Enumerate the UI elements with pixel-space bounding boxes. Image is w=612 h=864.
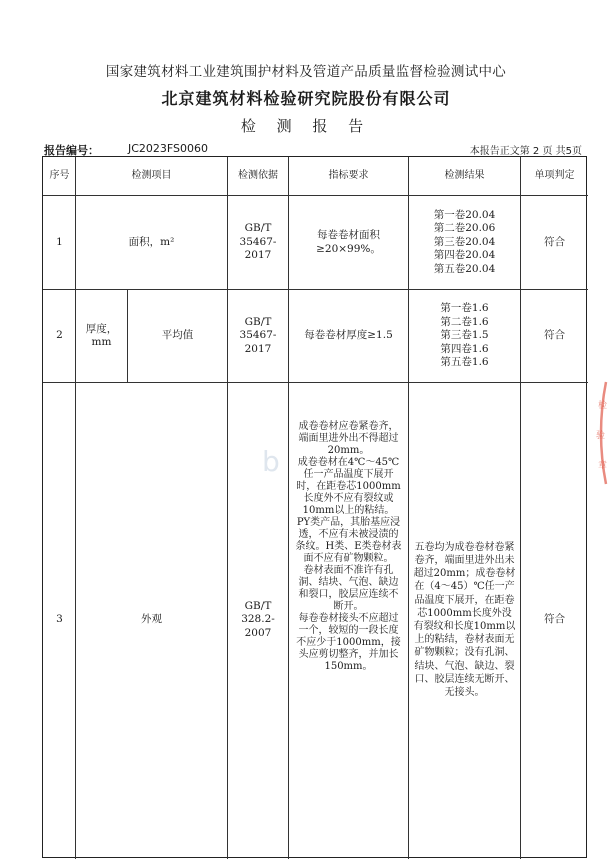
results-table	[42, 156, 587, 858]
svg-text:检: 检	[598, 401, 608, 411]
requirement-paragraph: 成卷卷材应卷紧卷齐，端面里进外出不得超过20mm。	[298, 421, 399, 456]
page-info: 本报告正文第 2 页 共5页	[469, 146, 582, 157]
company-name: 北京建筑材料检验研究院股份有限公司	[161, 89, 451, 108]
requirement-paragraph: 卷材表面不准许有孔洞、结块、气泡、缺边和裂口，胶层应连续不断开。	[298, 565, 399, 612]
row3-judgement: 符合	[544, 613, 565, 626]
row2-result-line: 第五卷1.6	[440, 356, 489, 369]
header-judgement: 单项判定	[534, 170, 575, 182]
requirement-paragraph: 成卷卷材在4℃～45℃任一产品温度下展开时，在距卷芯1000mm长度外不应有裂纹或10mm以上的粘结。	[296, 457, 401, 516]
row2-sub-item: 平均值	[161, 329, 194, 342]
row3-basis: GB/T 328.2-2007	[241, 599, 275, 639]
row1-result-line: 第二卷20.06	[433, 222, 496, 235]
row2-result-line: 第四卷1.6	[440, 342, 489, 355]
row3-no: 3	[56, 613, 63, 626]
row2-requirement: 每卷卷材厚度≥1.5	[304, 329, 393, 342]
row3-item: 外观	[141, 613, 162, 626]
row1-basis: GB/T 35467-2017	[239, 222, 277, 262]
report-number: JC2023FS0060	[128, 142, 209, 155]
report-number-label: 报告编号：	[44, 144, 99, 157]
row1-result-line: 第五卷20.04	[433, 262, 496, 275]
requirement-paragraph: 每卷卷材接头不应超过一个，较短的一段长度不应少于1000mm，接头应剪切整齐，并加长150mm。	[296, 613, 401, 672]
row1-no: 1	[56, 235, 63, 248]
row1-result-line: 第四卷20.04	[433, 249, 496, 262]
row3-requirement	[289, 383, 408, 857]
row1-item: 面积，m²	[128, 235, 175, 248]
report-title: 检 测 报 告	[240, 117, 372, 135]
header-result: 检测结果	[444, 170, 485, 182]
watermark: b	[262, 445, 281, 478]
row1-results	[409, 196, 520, 289]
row2-no: 2	[56, 329, 63, 342]
svg-text:章: 章	[598, 461, 608, 471]
row2-judgement: 符合	[544, 329, 565, 342]
svg-text:验: 验	[596, 431, 606, 441]
row1-requirement: 每卷卷材面积≥20×99%。	[316, 229, 381, 255]
testing-center-name: 国家建筑材料工业建筑围护材料及管道产品质量监督检验测试中心	[105, 64, 507, 80]
row2-basis: GB/T 35467-2017	[239, 315, 277, 355]
row2-results	[409, 290, 520, 382]
header-no: 序号	[49, 170, 70, 182]
row2-result-line: 第二卷1.6	[440, 315, 489, 328]
header-basis: 检测依据	[238, 170, 278, 182]
row1-result-line: 第一卷20.04	[433, 208, 496, 221]
seal-stamp-edge	[590, 378, 612, 488]
requirement-paragraph: PY类产品，其胎基应浸透，不应有未被浸渍的条纹。H类、E类卷材表面不应有矿物颗粒。	[295, 517, 402, 564]
row2-item: 厚度，mm	[85, 322, 118, 348]
row1-judgement: 符合	[544, 235, 565, 248]
header-item: 检测项目	[131, 170, 172, 182]
header-requirement: 指标要求	[328, 170, 369, 182]
row1-result-line: 第三卷20.04	[433, 235, 496, 248]
row2-result-line: 第一卷1.6	[440, 302, 489, 315]
row3-result: 五卷均为成卷卷材卷紧卷齐，端面里进外出未超过20mm；成卷卷材在（4～45）℃任一产品温度下展开，在距卷芯1000mm长度外没有裂纹和长度10mm以上的粘结，卷材表面无矿物颗粒；没有孔洞、结块、气泡、缺边、裂口、胶层连续无断开、无接头。	[413, 541, 516, 699]
row2-result-line: 第三卷1.5	[440, 329, 489, 342]
